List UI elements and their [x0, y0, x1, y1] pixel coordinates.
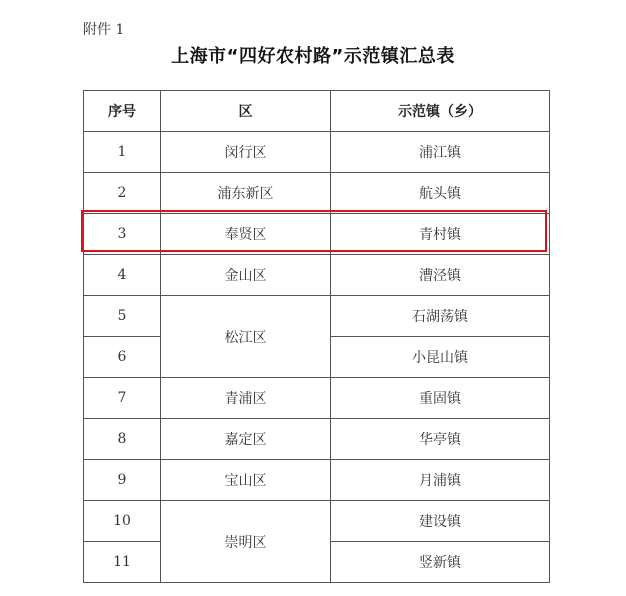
- table-row: [84, 460, 550, 501]
- table-row: [84, 173, 550, 214]
- table-row-highlighted: [84, 214, 550, 255]
- cell-district: 宝山区: [161, 460, 331, 501]
- cell-district: 奉贤区: [161, 214, 331, 255]
- cell-index: 7: [84, 378, 161, 419]
- cell-town: 漕泾镇: [331, 255, 550, 296]
- cell-town: 重固镇: [331, 378, 550, 419]
- cell-index: 3: [84, 214, 161, 255]
- cell-town: 华亭镇: [331, 419, 550, 460]
- table-row: [84, 255, 550, 296]
- cell-district-merged: 崇明区: [161, 501, 331, 583]
- cell-town: 浦江镇: [331, 132, 550, 173]
- cell-index: 11: [84, 542, 161, 583]
- cell-index: 8: [84, 419, 161, 460]
- cell-index: 2: [84, 173, 161, 214]
- header-index: 序号: [84, 91, 161, 132]
- cell-district: 金山区: [161, 255, 331, 296]
- table-row: [84, 419, 550, 460]
- cell-town: 石湖荡镇: [331, 296, 550, 337]
- cell-district: 青浦区: [161, 378, 331, 419]
- table-row: [84, 296, 550, 337]
- table-row: [84, 501, 550, 542]
- cell-index: 9: [84, 460, 161, 501]
- table-row: [84, 132, 550, 173]
- cell-town: 航头镇: [331, 173, 550, 214]
- cell-town: 青村镇: [331, 214, 550, 255]
- cell-district: 闵行区: [161, 132, 331, 173]
- table-row: [84, 378, 550, 419]
- page-title: 上海市“四好农村路”示范镇汇总表: [171, 46, 455, 67]
- cell-index: 1: [84, 132, 161, 173]
- attachment-label: 附件 1: [83, 22, 125, 38]
- cell-index: 10: [84, 501, 161, 542]
- summary-table: [83, 90, 550, 583]
- header-district: 区: [161, 91, 331, 132]
- cell-district: 浦东新区: [161, 173, 331, 214]
- cell-town: 竖新镇: [331, 542, 550, 583]
- cell-index: 6: [84, 337, 161, 378]
- cell-district-merged: 松江区: [161, 296, 331, 378]
- cell-town: 小昆山镇: [331, 337, 550, 378]
- cell-town: 建设镇: [331, 501, 550, 542]
- table-header-row: [84, 91, 550, 132]
- cell-index: 5: [84, 296, 161, 337]
- cell-town: 月浦镇: [331, 460, 550, 501]
- cell-index: 4: [84, 255, 161, 296]
- cell-district: 嘉定区: [161, 419, 331, 460]
- header-town: 示范镇（乡）: [331, 91, 550, 132]
